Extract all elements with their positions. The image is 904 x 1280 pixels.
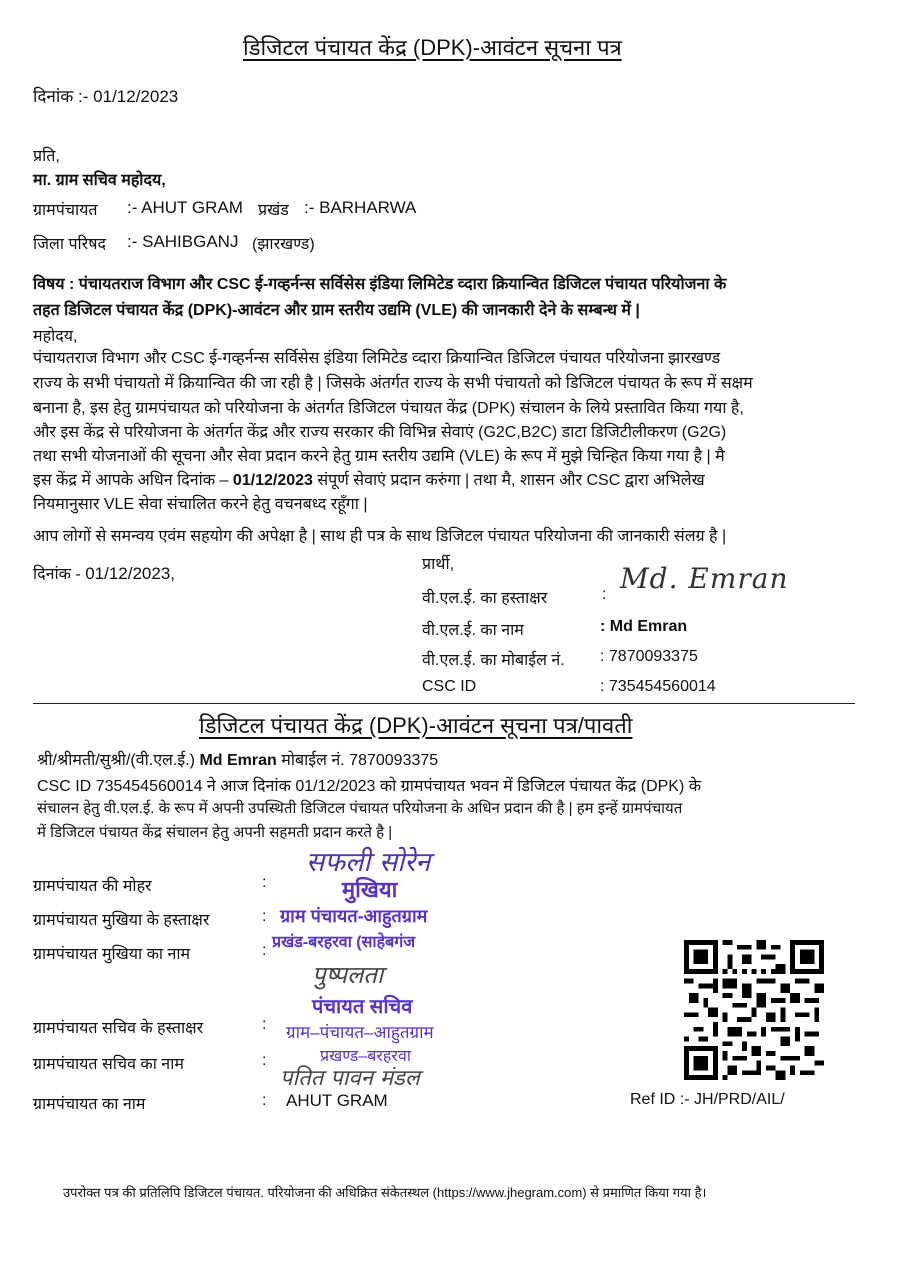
receipt-line-1-pre: श्री/श्रीमती/सुश्री/(वी.एल.ई.) bbox=[37, 752, 195, 769]
subject-line-1: विषय : पंचायतराज विभाग और CSC ई-गव्हर्नन्स सर्विसेस इंडिया लिमिटेड व्दारा क्रियान्वित डिजिटल पंचायत परियोजना के bbox=[33, 276, 727, 293]
receipt-date: 01/12/2023 bbox=[295, 778, 376, 795]
receipt-line-4: में डिजिटल पंचायत केंद्र संचालन हेतु अपनी सहमती प्रदान करते है | bbox=[37, 824, 393, 841]
gram-label: ग्रामपंचायत bbox=[33, 202, 98, 219]
body-line-1: पंचायतराज विभाग और CSC ई-गव्हर्नन्स सर्विसेस इंडिया लिमिटेड व्दारा क्रियान्वित डिजिटल पंचायत परियोजना झारखण्ड bbox=[33, 350, 721, 367]
applicant-date-label: दिनांक - bbox=[33, 566, 81, 583]
block-label: प्रखंड bbox=[258, 202, 289, 219]
body-line-8: आप लोगों से समन्वय एवंम सहयोग की अपेक्षा है | साथ ही पत्र के साथ डिजिटल पंचायत परियोजना की जानकारी संलग्र है | bbox=[33, 528, 727, 545]
mukhiya-signature: सफली सोरेन bbox=[306, 847, 431, 878]
body-line-3: बनाना है, इस हेतु ग्रामपंचायत को परियोजना के अंतर्गत डिजिटल पंचायत केंद्र (DPK) संचालन के लिये प्रस्तावित किया गया है, bbox=[33, 400, 744, 417]
receipt-line-2-post: को ग्रामपंचायत भवन में डिजिटल पंचायत केंद्र (DPK) के bbox=[379, 778, 702, 795]
recipient: मा. ग्राम सचिव महोदय, bbox=[33, 172, 166, 189]
applicant-date-value: 01/12/2023, bbox=[85, 564, 175, 583]
letter-title: डिजिटल पंचायत केंद्र (DPK)-आवंटन सूचना पत्र bbox=[243, 35, 622, 60]
vle-sign-colon: : bbox=[602, 586, 607, 603]
vle-name-value: : Md Emran bbox=[600, 618, 688, 635]
body-line-6-pre: इस केंद्र में आपके अधिन दिनांक – bbox=[33, 472, 229, 489]
sachiv-stamp-line-1: ग्राम–पंचायत–आहुतग्राम bbox=[286, 1023, 434, 1042]
sachiv-stamp-line-2: प्रखण्ड–बरहरवा bbox=[320, 1048, 412, 1065]
body-line-6-post: संपूर्ण सेवाएं प्रदान करुंगा | तथा मै, शासन और CSC द्वारा अभिलेख bbox=[317, 472, 705, 489]
vle-signature: Md. Emran bbox=[620, 562, 789, 595]
receipt-csc: 735454560014 bbox=[95, 778, 203, 795]
body-line-4: और इस केंद्र से परियोजना के अंतर्गत केंद्र और राज्य सरकार की विभिन्न सेवाएं (G2C,B2C) डाटा डिजिटीलीकरण (G2G) bbox=[33, 424, 727, 441]
sachiv-stamp-title: पंचायत सचिव bbox=[312, 996, 413, 1018]
qr-code-icon bbox=[684, 940, 824, 1080]
prarthi: प्रार्थी, bbox=[422, 556, 455, 573]
vle-mobile-value: : 7870093375 bbox=[600, 648, 698, 665]
gp-name-colon: : bbox=[262, 1092, 267, 1109]
prati: प्रति, bbox=[33, 148, 60, 165]
gp-name-value: AHUT GRAM bbox=[286, 1091, 388, 1110]
receipt-line-2-mid: ने आज दिनांक bbox=[206, 778, 291, 795]
vle-name-label: वी.एल.ई. का नाम bbox=[422, 622, 524, 639]
mukhiya-name-label: ग्रामपंचायत मुखिया का नाम bbox=[33, 946, 191, 963]
body-line-2: राज्य के सभी पंचायतो में क्रियान्वित की जा रही है | जिसके अंतर्गत राज्य के सभी पंचायतो को डिजिटल पंचायत के रूप में सक्षम bbox=[33, 375, 753, 392]
sachiv-name-colon: : bbox=[262, 1052, 267, 1069]
receipt-title: डिजिटल पंचायत केंद्र (DPK)-आवंटन सूचना पत्र/पावती bbox=[199, 713, 633, 738]
receipt-mobile: 7870093375 bbox=[349, 752, 439, 769]
footer-note: उपरोक्त पत्र की प्रतिलिपि डिजिटल पंचायत. परियोजना की अधिक्रित संकेतस्थल (https://www.jhegram.com) से प्रमाणित किया गया है। bbox=[63, 1185, 707, 1200]
applicant-date bbox=[33, 562, 175, 584]
salutation: महोदय, bbox=[33, 328, 78, 345]
body-line-5: तथा सभी योजनाओं की सूचना और सेवा प्रदान करने हेतु ग्राम स्तरीय उद्यमि (VLE) के रूप में मुझे चिन्हित किया गया है | मै bbox=[33, 448, 725, 465]
mukhiya-sign-colon: : bbox=[262, 908, 267, 925]
vle-csc-label: CSC ID bbox=[422, 678, 477, 695]
mukhiya-name-colon: : bbox=[262, 942, 267, 959]
sachiv-signature: पुष्पलता bbox=[312, 961, 384, 989]
mukhiya-sign-label: ग्रामपंचायत मुखिया के हस्ताक्षर bbox=[33, 912, 210, 929]
gram-value: :- AHUT GRAM bbox=[127, 198, 243, 217]
receipt-csc-label: CSC ID bbox=[37, 778, 92, 795]
district-state: (झारखण्ड) bbox=[252, 236, 315, 253]
seal-label: ग्रामपंचायत की मोहर bbox=[33, 878, 152, 895]
district-value: :- SAHIBGANJ bbox=[127, 232, 239, 251]
sachiv-name-label: ग्रामपंचायत सचिव का नाम bbox=[33, 1056, 184, 1073]
ref-id: Ref ID :- JH/PRD/AIL/ bbox=[630, 1091, 785, 1108]
district-label: जिला परिषद bbox=[33, 236, 106, 253]
vle-csc-value: : 735454560014 bbox=[600, 678, 716, 695]
body-line-6 bbox=[33, 468, 705, 490]
letter-date: दिनांक :- 01/12/2023 bbox=[33, 87, 179, 106]
receipt-line-3: संचालन हेतु वी.एल.ई. के रूप में अपनी उपस्थिती डिजिटल पंचायत परियोजना के अधिन प्रदान की है | हम इन्हें ग्रामपंचायत bbox=[37, 800, 683, 817]
receipt-line-1 bbox=[37, 748, 438, 770]
mukhiya-stamp-title: मुखिया bbox=[342, 877, 398, 902]
subject-line-2: तहत डिजिटल पंचायत केंद्र (DPK)-आवंटन और ग्राम स्तरीय उद्यमि (VLE) की जानकारी देने के सम्बन्ध में | bbox=[33, 302, 640, 319]
sachiv-sign-colon: : bbox=[262, 1016, 267, 1033]
seal-colon: : bbox=[262, 874, 267, 891]
vle-mobile-label: वी.एल.ई. का मोबाईल नं. bbox=[422, 652, 565, 669]
mukhiya-stamp-line-2: प्रखंड-बरहरवा (साहेबगंज bbox=[272, 934, 416, 951]
mukhiya-stamp-line-1: ग्राम पंचायत-आहुतग्राम bbox=[280, 906, 428, 926]
receipt-line-2 bbox=[37, 774, 701, 796]
receipt-name: Md Emran bbox=[199, 752, 277, 769]
sachiv-handwritten-name: पतित पावन मंडल bbox=[280, 1066, 420, 1091]
receipt-mobile-label: मोबाईल नं. bbox=[281, 752, 345, 769]
block-value: :- BARHARWA bbox=[304, 198, 417, 217]
body-line-7: नियमानुसार VLE सेवा संचालित करने हेतु वचनबध्द रहूँगा | bbox=[33, 496, 368, 513]
sachiv-sign-label: ग्रामपंचायत सचिव के हस्ताक्षर bbox=[33, 1020, 204, 1037]
vle-sign-label: वी.एल.ई. का हस्ताक्षर bbox=[422, 590, 548, 607]
section-divider bbox=[33, 703, 855, 704]
gp-name-label: ग्रामपंचायत का नाम bbox=[33, 1096, 146, 1113]
body-line-6-date: 01/12/2023 bbox=[232, 472, 313, 489]
